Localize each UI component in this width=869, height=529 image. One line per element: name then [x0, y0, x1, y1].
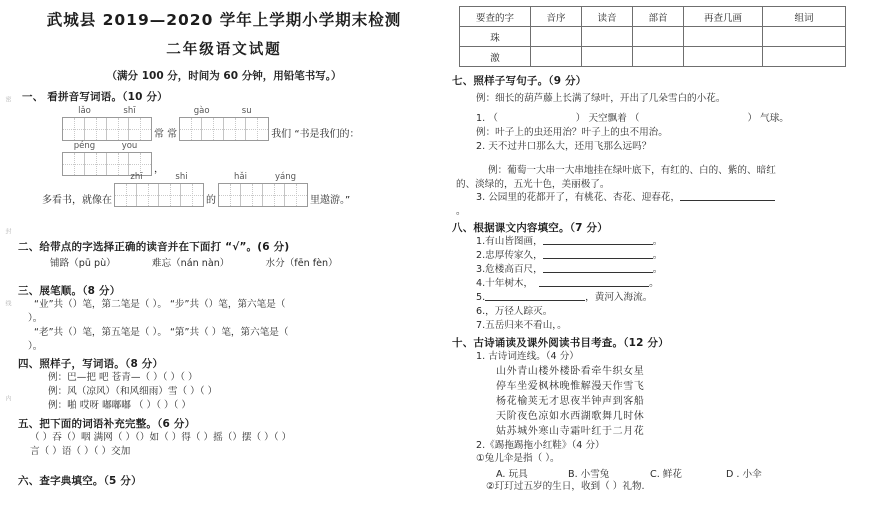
stroke-order-line[interactable]: “业”共（）笔，第二笔是（ ）。 “步”共（）笔，第六笔是（ [34, 298, 286, 310]
margin-mark: 封 [4, 228, 11, 234]
answer-blank[interactable] [543, 249, 653, 259]
answer-blank[interactable] [680, 191, 775, 201]
pinyin-grid-zhishi[interactable] [114, 172, 204, 207]
item-text: 忠厚传家久， [485, 250, 543, 262]
fill-blank-item[interactable] [476, 305, 869, 319]
example-sentence: 例：叶子上的虫还用治？叶子上的虫不用治。 [476, 126, 668, 138]
section-5-heading: 五、把下面的词语补充完整。（6 分） [18, 418, 196, 431]
section-10-sub2 [452, 439, 869, 467]
item-text: 十年树木， [485, 277, 534, 289]
section-1-text: 我们 “书是我们的： [271, 129, 360, 140]
section-2-body [0, 257, 448, 272]
item-number: 4. [476, 277, 486, 289]
section-1-text: 常 常 [154, 129, 178, 140]
fill-blank-item[interactable] [476, 235, 869, 249]
dictionary-lookup-table [459, 6, 846, 67]
cell-answer[interactable] [633, 47, 684, 67]
pinyin-syllable: shi [175, 172, 188, 182]
section-10-heading: 十、古诗诵读及课外阅读书目考查。（12 分） [452, 336, 669, 349]
word-pattern-line[interactable]: 例：啪 哎呀 嘟嘟嘟 （ ）（ ）（ ） [48, 400, 192, 412]
section-8-body [452, 235, 869, 332]
pinyin-syllable: su [241, 106, 252, 116]
question-tail: 。 [456, 206, 466, 218]
margin-mark: 密 [4, 96, 11, 102]
example-sentence: 例：细长的葫芦藤上长满了绿叶，开出了几朵雪白的小花。 [476, 93, 726, 104]
question-prefix: 1. （ [476, 112, 498, 124]
column-header-stroke-count: 再查几画 [684, 7, 763, 27]
page-subject-title: 二年级语文试题 [166, 42, 282, 58]
item-tail: 。 [652, 250, 663, 262]
question-suffix: ） 气球。 [747, 112, 789, 124]
item-number: 1. [476, 236, 486, 248]
multiple-choice-question-2[interactable]: ②玎玎过五岁的生日，收到（ ）礼物. [486, 481, 645, 493]
poem-line[interactable]: 停车坐爱枫林晚惟解漫天作雪飞 [496, 380, 645, 392]
item-tail: 。 [652, 236, 663, 248]
item-number: 5. [476, 291, 486, 303]
section-4-body [0, 371, 448, 413]
table-row [460, 27, 846, 47]
fill-blank-item[interactable] [476, 319, 869, 333]
multiple-choice-options [452, 466, 869, 480]
item-tail: 。 [652, 264, 663, 276]
pinyin-choice-item[interactable]: 难忘（nán nàn） [151, 258, 230, 269]
poem-line[interactable]: 山外青山楼外楼卧看牵牛织女星 [496, 365, 645, 377]
margin-mark: 内 [4, 395, 11, 401]
pinyin-syllable: gào [193, 106, 210, 116]
item-tail: 。 [649, 277, 659, 289]
section-1-text: ， [154, 164, 164, 175]
fill-blank-item[interactable] [476, 277, 869, 291]
section-10-body [452, 350, 869, 364]
pinyin-syllable: péng [73, 141, 96, 151]
word-pattern-line[interactable]: 例：风（凉风）（和风细雨）雪（ ）（ ） [48, 386, 218, 398]
multiple-choice-question-1[interactable]: ①兔儿伞是指（ ）。 [476, 453, 560, 465]
item-number: 2. [476, 250, 486, 262]
item-text: 有山皆图画， [485, 236, 543, 248]
section-7-heading: 七、照样子写句子。（9 分） [452, 75, 587, 87]
pinyin-choice-item[interactable]: 水分（fēn fèn） [265, 258, 338, 269]
pinyin-syllable: hǎi [234, 172, 247, 182]
poem-line[interactable]: 天阶夜色凉如水西湖歌舞几时休 [496, 410, 645, 422]
idiom-fill-line[interactable]: 言（ ）语（ ）（ ）交加 [30, 446, 131, 458]
cell-answer[interactable] [633, 27, 684, 47]
section-1-text: 多看书，就像在 [42, 195, 112, 206]
sentence-question-3[interactable] [476, 191, 869, 205]
pinyin-syllable: you [121, 141, 138, 151]
answer-blank[interactable] [485, 291, 585, 301]
cell-answer[interactable] [582, 27, 633, 47]
cell-character: 激 [460, 47, 531, 67]
item-tail: ，黄河入海流。 [585, 291, 653, 303]
stroke-order-line[interactable]: ）。 [28, 340, 43, 352]
fill-blank-item[interactable] [476, 291, 869, 305]
item-text: 危楼高百尺， [485, 264, 543, 276]
section-8-heading: 八、根据课文内容填空。（7 分） [452, 222, 608, 235]
word-pattern-line[interactable]: 例：巴—把 吧 苍青—（ ）（ ）（ ） [48, 372, 198, 384]
right-column [452, 0, 869, 529]
poem-matching-lines[interactable] [452, 364, 869, 439]
section-2-heading: 二、给带点的字选择正确的读音并在下面打 “√”。(6 分) [18, 241, 290, 253]
item-text: ，万径人踪灭。 [485, 305, 553, 317]
column-header-radical: 部首 [633, 7, 684, 27]
option-c[interactable]: C. 鲜花 [650, 469, 682, 481]
column-header-character: 要查的字 [460, 7, 531, 27]
poem-line[interactable]: 姑苏城外寒山寺霜叶红于二月花 [496, 425, 645, 437]
pinyin-syllable: yáng [274, 172, 297, 182]
answer-blank[interactable] [539, 277, 649, 287]
column-header-pronunciation: 读音 [582, 7, 633, 27]
pinyin-choice-item[interactable]: 铺路（pū pù） [50, 258, 116, 269]
idiom-fill-line[interactable]: （ ）吞（）咽 满网（ ）（）如（ ）得（ ）摇（）摆（ ）（ ） [30, 432, 292, 444]
section-1-row-1 [0, 106, 448, 175]
pinyin-syllable: shī [123, 106, 136, 116]
section-7-body [452, 92, 869, 219]
table-row [460, 47, 846, 67]
exam-instructions: （满分 100 分，时间为 60 分钟，用铅笔书写。） [106, 70, 342, 82]
cell-answer[interactable] [763, 27, 846, 47]
fill-blank-item[interactable] [476, 249, 869, 263]
column-header-alphabetical: 音序 [531, 7, 582, 27]
section-6-heading: 六、查字典填空。（5 分） [18, 475, 142, 488]
page-title: 武城县 2019—2020 学年上学期小学期末检测 [46, 11, 402, 29]
table-header-row [460, 7, 846, 27]
question-text: 3. 公园里的花都开了，有桃花、杏花、迎春花， [476, 192, 681, 204]
pinyin-grid-gaosu[interactable] [179, 106, 269, 141]
fill-blank-item[interactable] [476, 263, 869, 277]
section-1-heading: 一、 看拼音写词语。（10 分） [22, 91, 168, 103]
answer-blank[interactable] [543, 263, 653, 273]
item-number: 6. [476, 305, 486, 317]
section-4-heading: 四、照样子，写词语。（8 分） [18, 358, 164, 371]
section-3-heading: 三、展笔顺。（8 分） [18, 284, 121, 297]
cell-character: 珠 [460, 27, 531, 47]
sentence-question-2[interactable]: 2. 天不过井口那么大，还用飞那么远吗？ [476, 140, 652, 152]
item-text: 五岳归来不看山，。 [485, 319, 567, 331]
cell-answer[interactable] [763, 47, 846, 67]
section-3-body [0, 298, 448, 354]
cell-answer[interactable] [531, 47, 582, 67]
section-1-text: 的 [206, 195, 216, 206]
option-a[interactable]: A. 玩具 [496, 469, 528, 481]
pinyin-syllable: lǎo [78, 106, 91, 116]
section-1-row-2 [0, 172, 448, 224]
cell-answer[interactable] [684, 47, 763, 67]
section-10-sub2-heading: 2.《踢拖踢拖小红鞋》（4 分） [476, 439, 605, 451]
stroke-order-line[interactable]: “老”共（）笔，第五笔是（ ）。 “第”共（ ）笔，第六笔是（ [34, 326, 289, 338]
poem-line[interactable]: 杨花榆荚无才思夜半钟声到客船 [496, 395, 645, 407]
pinyin-grid-laoshi[interactable] [62, 106, 152, 141]
cell-answer[interactable] [684, 27, 763, 47]
item-number: 7. [476, 319, 486, 331]
margin-mark: 线 [4, 300, 11, 306]
answer-blank[interactable] [543, 235, 653, 245]
option-b[interactable]: B. 小雪兔 [568, 469, 610, 481]
question-middle: ） 天空飘着 （ [575, 112, 640, 124]
pinyin-grid-pengyou[interactable] [62, 141, 152, 176]
section-5-body [0, 431, 448, 459]
option-d[interactable]: D . 小伞 [726, 469, 762, 481]
sentence-question-1[interactable] [476, 112, 869, 126]
example-sentence: 的、淡绿的，五光十色，美丽极了。 [456, 178, 610, 190]
pinyin-syllable: zhī [130, 172, 143, 182]
cell-answer[interactable] [531, 27, 582, 47]
item-number: 3. [476, 264, 486, 276]
column-header-word-form: 组词 [763, 7, 846, 27]
pinyin-grid-haiyang[interactable] [218, 172, 308, 207]
section-1-text: 里遨游。” [310, 195, 351, 206]
cell-answer[interactable] [582, 47, 633, 67]
section-10-sub1-heading: 1. 古诗词连线。（4 分） [476, 350, 579, 362]
stroke-order-line[interactable]: ）。 [28, 312, 43, 324]
example-sentence: 例：葡萄一大串一大串地挂在绿叶底下，有红的、白的、紫的、暗红 [488, 164, 776, 176]
